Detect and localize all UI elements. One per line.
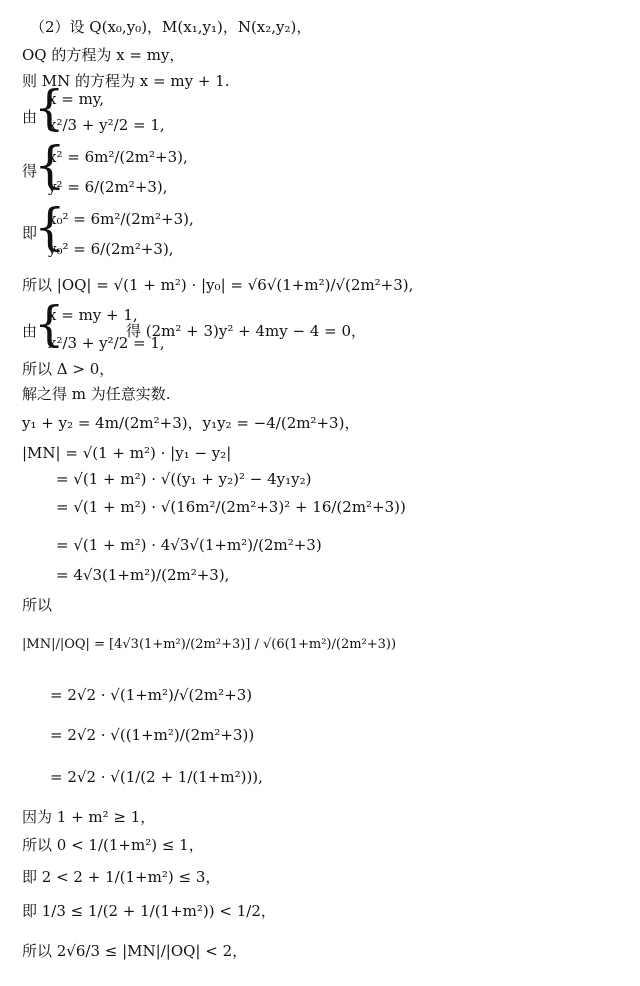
text-line-30: = 2√2 · √(1/(2 + 1/(1+m²))), bbox=[50, 768, 263, 786]
text-line-18: 所以 Δ > 0， bbox=[22, 360, 115, 378]
text-line-15: x = my + 1, bbox=[48, 306, 138, 324]
text-line-4: 由 bbox=[22, 108, 38, 126]
text-line-5: x = my, bbox=[48, 90, 105, 108]
left-brace: { bbox=[34, 80, 65, 136]
left-brace: { bbox=[34, 198, 66, 256]
text-line-9: y² = 6/(2m²+3), bbox=[48, 178, 168, 196]
text-line-22: = √(1 + m²) · √((y₁ + y₂)² − 4y₁y₂) bbox=[56, 470, 312, 488]
text-line-26: 所以 bbox=[22, 596, 53, 614]
text-line-11: x₀² = 6m²/(2m²+3), bbox=[48, 210, 194, 228]
text-line-29: = 2√2 · √((1+m²)/(2m²+3)) bbox=[50, 726, 255, 744]
text-line-35: 所以 2√6/3 ≤ |MN|/|OQ| < 2， bbox=[22, 942, 248, 960]
text-line-14: 由 bbox=[22, 322, 38, 340]
text-line-8: x² = 6m²/(2m²+3), bbox=[48, 148, 188, 166]
text-line-28: = 2√2 · √(1+m²)/√(2m²+3) bbox=[50, 686, 253, 704]
text-line-19: 解之得 m 为任意实数. bbox=[22, 385, 171, 403]
text-line-7: 得 bbox=[22, 162, 38, 180]
text-line-13: 所以 |OQ| = √(1 + m²) · |y₀| = √6√(1+m²)/√(2m²+3), bbox=[22, 276, 414, 294]
text-line-25: = 4√3(1+m²)/(2m²+3), bbox=[56, 566, 230, 584]
text-line-6: x²/3 + y²/2 = 1, bbox=[48, 116, 165, 134]
text-line-16: x²/3 + y²/2 = 1, bbox=[48, 334, 165, 352]
left-brace: { bbox=[34, 136, 66, 194]
text-line-12: y₀² = 6/(2m²+3), bbox=[48, 240, 174, 258]
text-line-32: 所以 0 < 1/(1+m²) ≤ 1， bbox=[22, 836, 204, 854]
text-line-20: y₁ + y₂ = 4m/(2m²+3)，y₁y₂ = −4/(2m²+3)， bbox=[22, 414, 360, 432]
text-line-2: OQ 的方程为 x = my， bbox=[22, 46, 185, 64]
text-line-33: 即 2 < 2 + 1/(1+m²) ≤ 3， bbox=[22, 868, 221, 886]
text-line-27: |MN|/|OQ| = [4√3(1+m²)/(2m²+3)] / √(6(1+m²)/(2m²+3)) bbox=[22, 637, 397, 652]
text-line-21: |MN| = √(1 + m²) · |y₁ − y₂| bbox=[22, 444, 232, 462]
text-line-24: = √(1 + m²) · 4√3√(1+m²)/(2m²+3) bbox=[56, 536, 322, 554]
text-line-34: 即 1/3 ≤ 1/(2 + 1/(1+m²)) < 1/2， bbox=[22, 902, 276, 920]
text-line-1: （2）设 Q(x₀,y₀)，M(x₁,y₁)，N(x₂,y₂)， bbox=[30, 18, 312, 36]
text-line-17: 得 (2m² + 3)y² + 4my − 4 = 0， bbox=[126, 322, 367, 340]
text-line-23: = √(1 + m²) · √(16m²/(2m²+3)² + 16/(2m²+3)) bbox=[56, 498, 406, 516]
text-line-3: 则 MN 的方程为 x = my + 1. bbox=[22, 72, 230, 90]
text-line-31: 因为 1 + m² ≥ 1， bbox=[22, 808, 156, 826]
text-line-10: 即 bbox=[22, 224, 38, 242]
left-brace: { bbox=[34, 296, 65, 352]
